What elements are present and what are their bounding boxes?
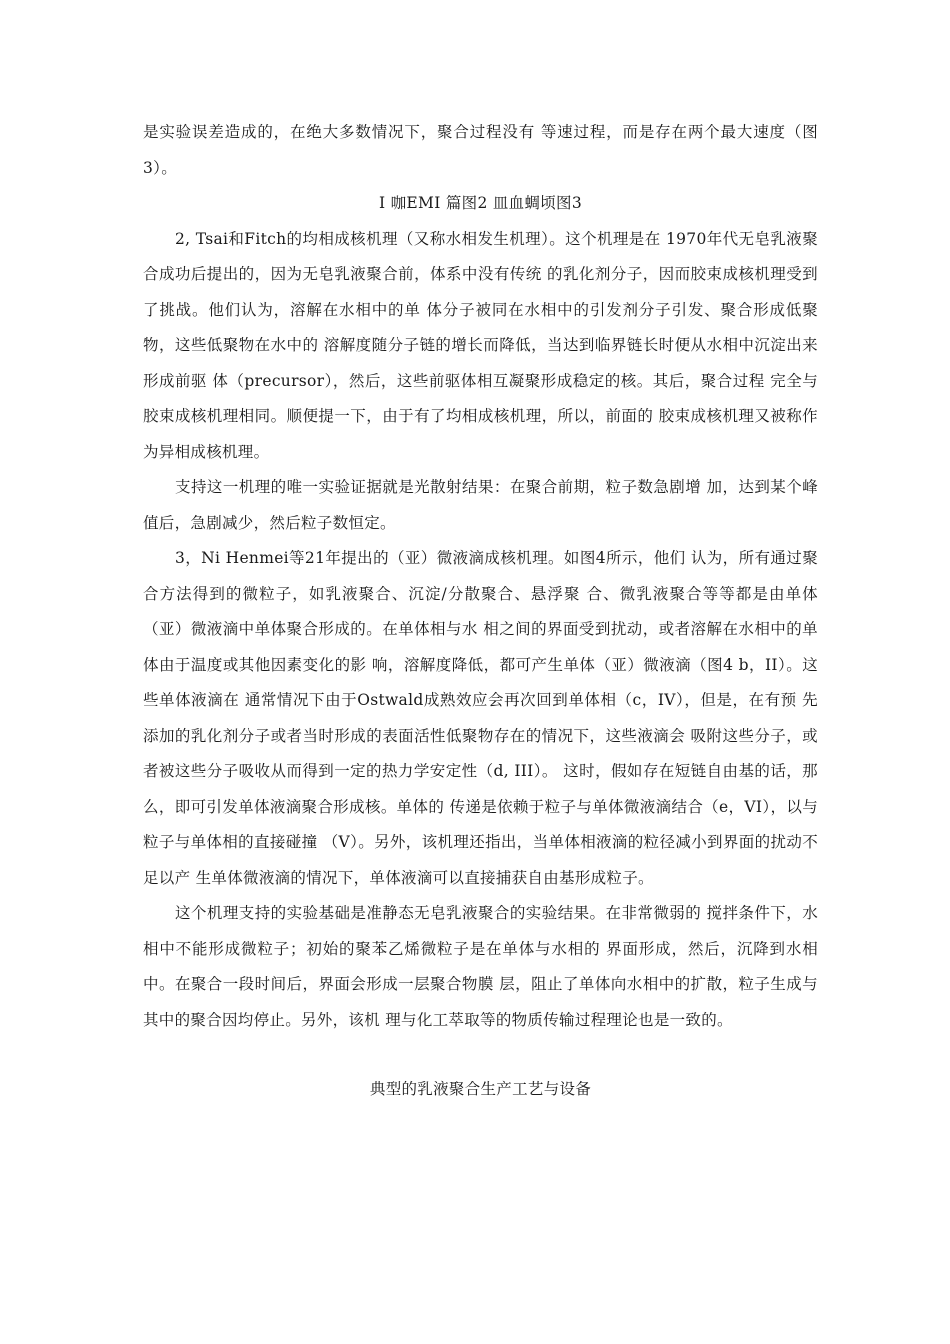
section-heading: 典型的乳液聚合生产工艺与设备 (369, 1080, 592, 1098)
paragraph-experimental-basis: 这个机理支持的实验基础是准静态无皂乳液聚合的实验结果。在非常微弱的 搅拌条件下，水相中不能形成微粒子；初始的聚苯乙烯微粒子是在单体与水相的 界面形成，然后，沉降到水相中。在聚合一段时间后，界面会形成一层聚合物膜 层，阻止了单体向水相中的扩散，粒子生成与其中的聚合因均停止。另外，该机 理与化工萃取等的物质传输过程理论也是一致的。 (143, 904, 818, 1029)
figure-caption: I 咖EMI 篇图2 皿血蜩顷图3 (378, 194, 583, 212)
paragraph-continuation: 是实验误差造成的，在绝大多数情况下，聚合过程没有 等速过程，而是存在两个最大速度（图3）。 (143, 123, 818, 177)
paragraph-light-scattering-evidence: 支持这一机理的唯一实验证据就是光散射结果：在聚合前期，粒子数急剧增 加，达到某个峰值后，急剧减少，然后粒子数恒定。 (143, 478, 818, 532)
paragraph-microdroplet-nucleation: 3，Ni Henmei等21年提出的（亚）微液滴成核机理。如图4所示，他们 认为，所有通过聚合方法得到的微粒子，如乳液聚合、沉淀/分散聚合、悬浮聚 合、微乳液聚合等等都是由单体（亚）微液滴中单体聚合形成的。在单体相与水 相之间的界面受到扰动，或者溶解在水相中的单体由于温度或其他因素变化的影 响，溶解度降低，都可产生单体（亚）微液滴（图4 b，II）。这些单体液滴在 通常情况下由于Ostwald成熟效应会再次回到单体相（c，IV），但是，在有预 先添加的乳化剂分子或者当时形成的表面活性低聚物存在的情况下，这些液滴会 吸附这些分子，或者被这些分子吸收从而得到一定的热力学安定性（d, III）。 这时，假如存在短链自由基的话，那么，即可引发单体液滴聚合形成核。单体的 传递是依赖于粒子与单体微液滴结合（e，VI），以与粒子与单体相的直接碰撞 （V）。另外，该机理还指出，当单体相液滴的粒径减小到界面的扰动不足以产 生单体微液滴的情况下，单体液滴可以直接捕获自由基形成粒子。 (143, 549, 818, 887)
paragraph-homogeneous-nucleation: 2, Tsai和Fitch的均相成核机理（又称水相发生机理）。这个机理是在 1970年代无皂乳液聚合成功后提出的，因为无皂乳液聚合前，体系中没有传统 的乳化剂分子，因而胶束成核机理受到了挑战。他们认为，溶解在水相中的单 体分子被同在水相中的引发剂分子引发、聚合形成低聚物，这些低聚物在水中的 溶解度随分子链的增长而降低，当达到临界链长时便从水相中沉淀出来形成前驱 体（precursor），然后，这些前驱体相互凝聚形成稳定的核。其后，聚合过程 完全与胶束成核机理相同。顺便提一下，由于有了均相成核机理，所以，前面的 胶束成核机理又被称作为异相成核机理。 (143, 229, 818, 461)
document-page (143, 115, 818, 1108)
